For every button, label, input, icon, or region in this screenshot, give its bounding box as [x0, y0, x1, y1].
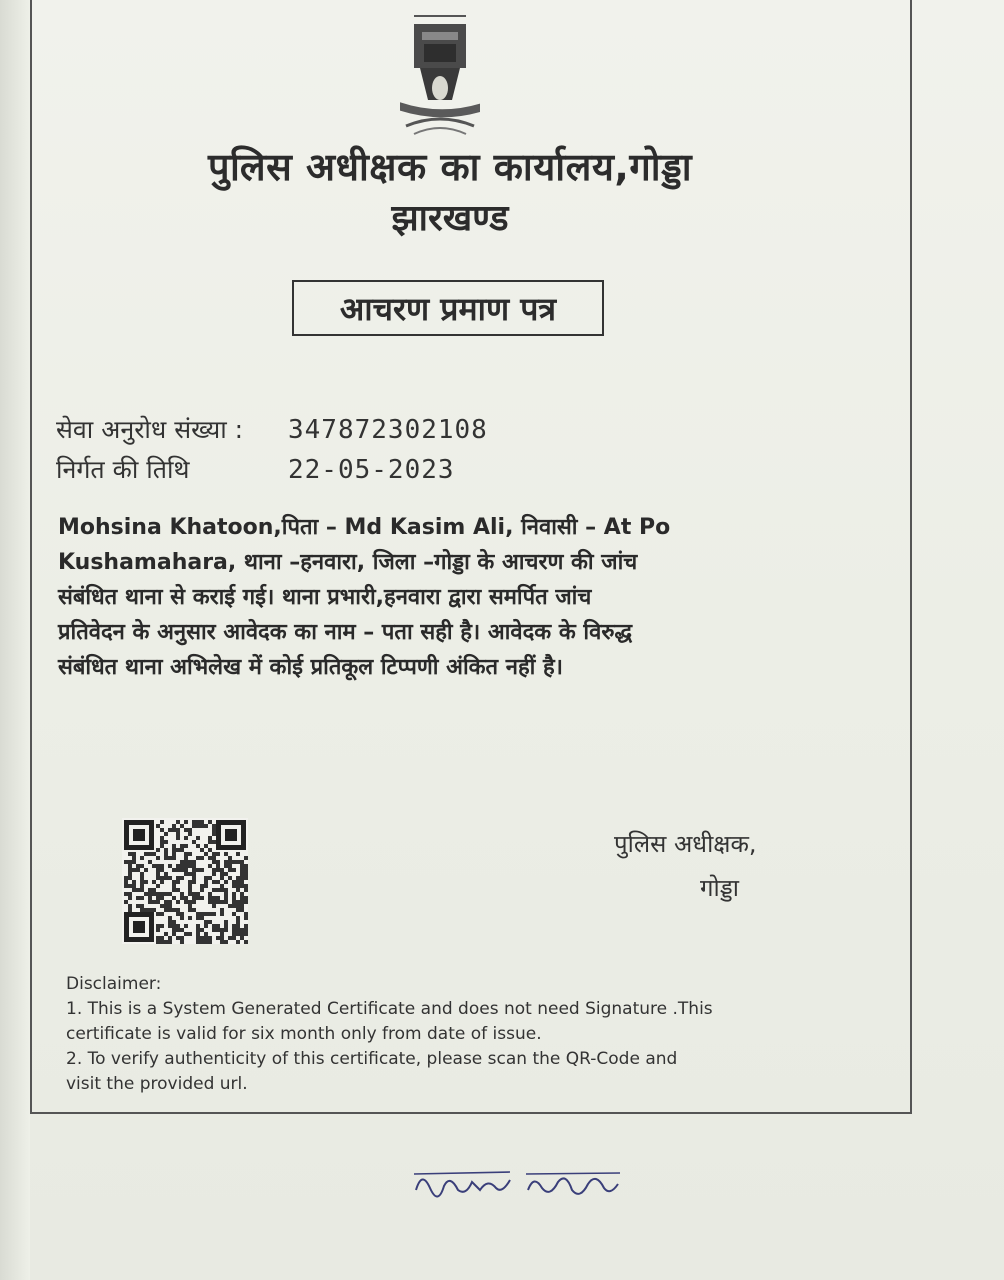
disclaimer-line: certificate is valid for six month only from date of issue.: [66, 1024, 542, 1044]
body-line: Mohsina Khatoon,पिता – Md Kasim Ali, निवासी – At Po: [58, 515, 671, 540]
body-line: प्रतिवेदन के अनुसार आवेदक का नाम – पता सही है। आवेदक के विरुद्ध: [58, 620, 633, 645]
disclaimer: [66, 972, 846, 1097]
state-title: झारखण्ड: [391, 198, 509, 239]
body-line: संबंधित थाना अभिलेख में कोई प्रतिकूल टिप्पणी अंकित नहीं है।: [58, 655, 564, 680]
handwritten-signature: [410, 1160, 630, 1208]
issue-date-label: निर्गत की तिथि: [56, 455, 190, 484]
issue-date-row: [56, 452, 455, 486]
request-number-label: सेवा अनुरोध संख्या :: [56, 415, 244, 444]
disclaimer-line: 2. To verify authenticity of this certificate, please scan the QR-Code and: [66, 1049, 678, 1069]
disclaimer-line: 1. This is a System Generated Certificate and does not need Signature .This: [66, 999, 713, 1019]
request-number-value: 347872302108: [288, 415, 488, 445]
office-title: पुलिस अधीक्षक का कार्यालय,गोड्डा: [207, 145, 693, 189]
body-line: संबंधित थाना से कराई गई। थाना प्रभारी,हनवारा द्वारा समर्पित जांच: [58, 585, 592, 610]
qr-code-icon[interactable]: [122, 818, 248, 944]
issue-date-value: 22-05-2023: [288, 455, 455, 485]
signatory-district: गोड्डा: [700, 874, 739, 902]
signatory-designation: पुलिस अधीक्षक,: [614, 830, 757, 858]
certificate-title: आचरण प्रमाण पत्र: [292, 280, 604, 336]
emblem-icon: [400, 8, 480, 144]
signatory-block: [614, 822, 757, 910]
request-number-row: [56, 412, 488, 446]
scan-shadow: [0, 0, 30, 1280]
certificate-body: [58, 510, 858, 685]
body-line: Kushamahara, थाना –हनवारा, जिला –गोड्डा के आचरण की जांच: [58, 550, 638, 575]
disclaimer-title: Disclaimer:: [66, 974, 162, 994]
disclaimer-line: visit the provided url.: [66, 1074, 248, 1094]
